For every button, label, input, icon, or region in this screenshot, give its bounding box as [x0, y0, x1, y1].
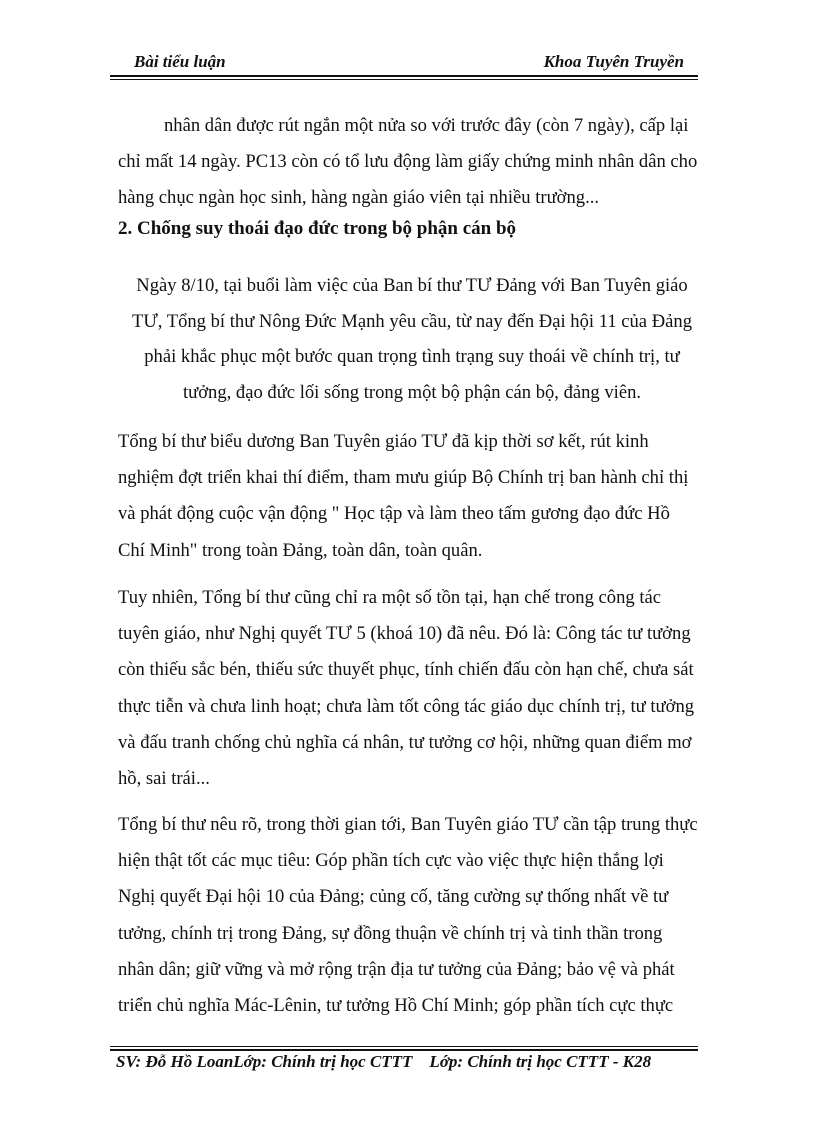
lead-quote-paragraph: Ngày 8/10, tại buổi làm việc của Ban bí thư TƯ Đảng với Ban Tuyên giáo TƯ, Tổng bí thư Nông Đức Mạnh yêu cầu, từ nay đến Đại hội 11 của Đảng phải khắc phục một bước quan trọng tình trạng suy thoái về chính trị, tư tưởng, đạo đức lối sống trong một bộ phận cán bộ, đảng viên. — [131, 275, 692, 403]
footer-rule — [110, 1049, 698, 1051]
section-heading: 2. Chống suy thoái đạo đức trong bộ phận cán bộ — [118, 218, 517, 239]
continuation-paragraph — [118, 108, 698, 217]
header-faculty: Khoa Tuyên Truyền — [543, 52, 684, 71]
header-rule-thin — [110, 79, 698, 80]
continuation-first-line: nhân dân được rút ngắn một nửa so với trước đây (còn 7 ngày), cấp lại — [164, 115, 689, 136]
body-paragraph-limitations: Tuy nhiên, Tổng bí thư cũng chỉ ra một số tồn tại, hạn chế trong công tác tuyên giáo, như Nghị quyết TƯ 5 (khoá 10) đã nêu. Đó là: Công tác tư tưởng còn thiếu sắc bén, thiếu sức thuyết phục, tính chiến đấu còn hạn chế, chưa sát thực tiễn và chưa linh hoạt; chưa làm tốt công tác giáo dục chính trị, tư tưởng và đấu tranh chống chủ nghĩa cá nhân, tư tưởng cơ hội, những quan điểm mơ hồ, sai trái... — [118, 587, 695, 790]
header-doc-type: Bài tiểu luận — [134, 52, 226, 71]
page-header — [110, 48, 698, 74]
body-paragraph-praise: Tổng bí thư biểu dương Ban Tuyên giáo TƯ đã kịp thời sơ kết, rút kinh nghiệm đợt triển khai thí điểm, tham mưu giúp Bộ Chính trị ban hành chỉ thị và phát động cuộc vận động " Học tập và làm theo tấm gương đạo đức Hồ Chí Minh" trong toàn Đảng, toàn dân, toàn quân. — [118, 431, 689, 561]
footer-student-info: SV: Đỗ Hồ LoanLớp: Chính trị học CTTT Lớp: Chính trị học CTTT - K28 — [116, 1052, 652, 1071]
body-paragraph-goals: Tổng bí thư nêu rõ, trong thời gian tới, Ban Tuyên giáo TƯ cần tập trung thực hiện thật tốt các mục tiêu: Góp phần tích cực vào việc thực hiện thắng lợi Nghị quyết Đại hội 10 của Đảng; củng cố, tăng cường sự thống nhất về tư tưởng, chính trị trong Đảng, sự đồng thuận về chính trị và tinh thần trong nhân dân; giữ vững và mở rộng trận địa tư tưởng của Đảng; bảo vệ và phát triển chủ nghĩa Mác-Lênin, tư tưởng Hồ Chí Minh; góp phần tích cực thực — [118, 814, 698, 1017]
header-rule — [110, 75, 698, 77]
continuation-rest: chỉ mất 14 ngày. PC13 còn có tổ lưu động làm giấy chứng minh nhân dân cho hàng chục ngàn học sinh, hàng ngàn giáo viên tại nhiều trường... — [118, 151, 698, 209]
page-footer — [110, 1046, 698, 1086]
footer-rule-thin — [110, 1046, 698, 1047]
